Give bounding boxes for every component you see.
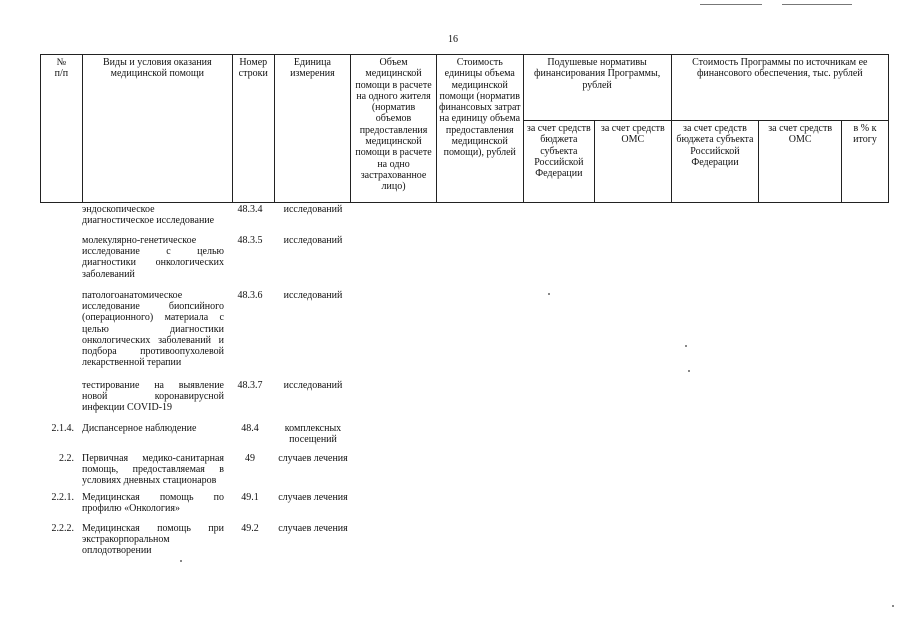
row-line: 48.3.6 [237, 290, 263, 301]
page-number: 16 [448, 34, 458, 45]
header-percap-group: Подушевые нормативы финансирования Программы, рублей [523, 55, 671, 121]
row-name: Первичная медико-санитарная помощь, предоставляемая в условиях дневных стационаров [82, 453, 224, 487]
row-line: 49 [245, 453, 255, 464]
row-line: 49.1 [241, 492, 259, 503]
row-line: 48.3.5 [237, 235, 263, 246]
scan-speck [548, 293, 550, 295]
header-unit: Единица измерения [274, 55, 351, 203]
header-cost: Стоимость единицы объема медицинской помощи (норматив финансовых затрат на единицу объема предоставления медицинской помощи), рублей [436, 55, 523, 203]
row-line: 48.3.4 [237, 204, 263, 215]
header-cost-oms: за счет средств ОМС [759, 121, 842, 203]
header-cost-budget: за счет средств бюджета субъекта Российской Федерации [671, 121, 759, 203]
row-name: патологоанатомическое исследование биопсийного (операционного) материала с целью диагностики онкологических заболеваний и подбора противоопухолевой лекарственной терапии [82, 290, 224, 369]
header-percap-budget: за счет средств бюджета субъекта Российской Федерации [523, 121, 594, 203]
row-unit: исследований [283, 380, 343, 391]
row-num: 2.2.2. [51, 523, 74, 534]
row-name: Диспансерное наблюдение [82, 423, 197, 434]
row-unit: исследований [283, 204, 343, 215]
row-name: эндоскопическое диагностическое исследование [82, 204, 215, 227]
row-unit: комплексных посещений [284, 423, 342, 446]
header-num: № п/п [41, 55, 83, 203]
row-line: 48.4 [241, 423, 259, 434]
header-line: Номер строки [232, 55, 274, 203]
row-name: тестирование на выявление новой коронавирусной инфекции COVID-19 [82, 380, 224, 414]
row-num: 2.1.4. [51, 423, 74, 434]
header-kind: Виды и условия оказания медицинской помощи [82, 55, 232, 203]
scan-speck [892, 605, 894, 607]
header-cost-group: Стоимость Программы по источникам ее финансового обеспечения, тыс. рублей [671, 55, 888, 121]
scan-top-line [700, 4, 762, 5]
scan-top-line [782, 4, 852, 5]
row-name: Медицинская помощь при экстракорпоральном оплодотворении [82, 523, 224, 557]
header-cost-pct: в % к итогу [841, 121, 888, 203]
scan-speck [180, 560, 182, 562]
row-unit: исследований [283, 290, 343, 301]
row-unit: исследований [283, 235, 343, 246]
row-unit: случаев лечения [278, 492, 348, 503]
header-volume: Объем медицинской помощи в расчете на одного жителя (норматив объемов предоставления медицинской помощи в расчете на одно застрахованное лицо) [351, 55, 437, 203]
row-num: 2.2.1. [51, 492, 74, 503]
row-line: 48.3.7 [237, 380, 263, 391]
scan-speck [685, 345, 687, 347]
table-header [40, 54, 889, 203]
row-name: молекулярно-генетическое исследование с целью диагностики онкологических заболеваний [82, 235, 224, 280]
header-percap-oms: за счет средств ОМС [595, 121, 672, 203]
row-unit: случаев лечения [278, 453, 348, 464]
row-unit: случаев лечения [278, 523, 348, 534]
row-name: Медицинская помощь по профилю «Онкология» [82, 492, 224, 515]
row-num: 2.2. [59, 453, 74, 464]
scan-speck [688, 370, 690, 372]
row-line: 49.2 [241, 523, 259, 534]
